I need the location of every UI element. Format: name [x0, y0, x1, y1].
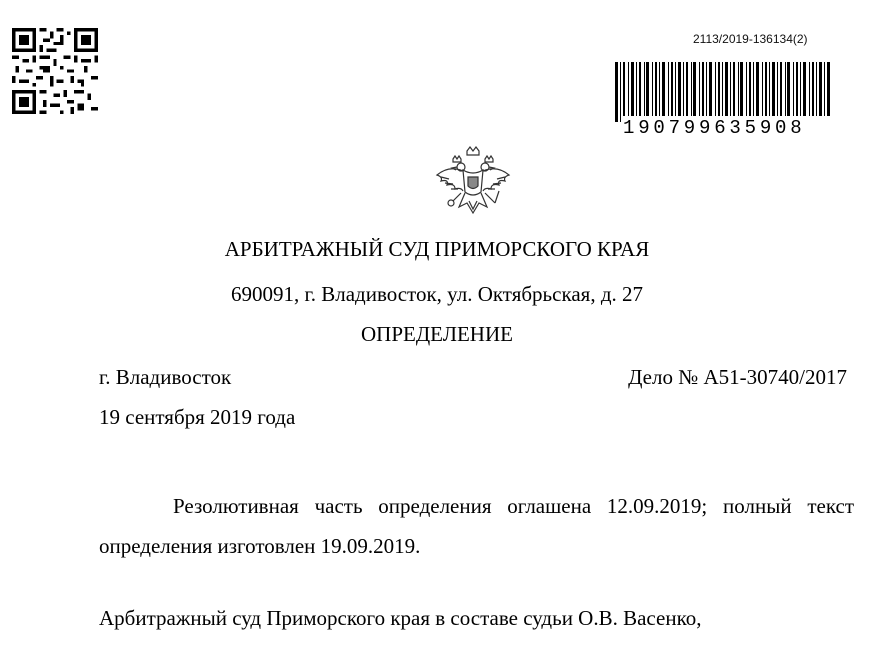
coat-of-arms-emblem-icon — [431, 143, 515, 227]
paragraph-operative-part: Резолютивная часть определения оглашена 12.09.2019; полный текст определения изготовлен 19.09.2019. — [99, 494, 854, 558]
document-type-title: ОПРЕДЕЛЕНИЕ — [361, 322, 513, 346]
barcode-icon — [615, 62, 831, 122]
qr-code-icon — [12, 28, 98, 114]
document-city: г. Владивосток — [99, 365, 232, 389]
document-date: 19 сентября 2019 года — [99, 405, 296, 429]
paragraph-court-composition: Арбитражный суд Приморского края в составе судьи О.В. Васенко, — [99, 606, 702, 630]
court-name: АРБИТРАЖНЫЙ СУД ПРИМОРСКОГО КРАЯ — [224, 237, 650, 261]
court-address: 690091, г. Владивосток, ул. Октябрьская, д. 27 — [230, 282, 644, 306]
case-number: Дело № А51-30740/2017 — [628, 365, 847, 389]
barcode-number: 190799635908 — [621, 116, 837, 140]
document-number: 2113/2019-136134(2) — [693, 32, 808, 46]
